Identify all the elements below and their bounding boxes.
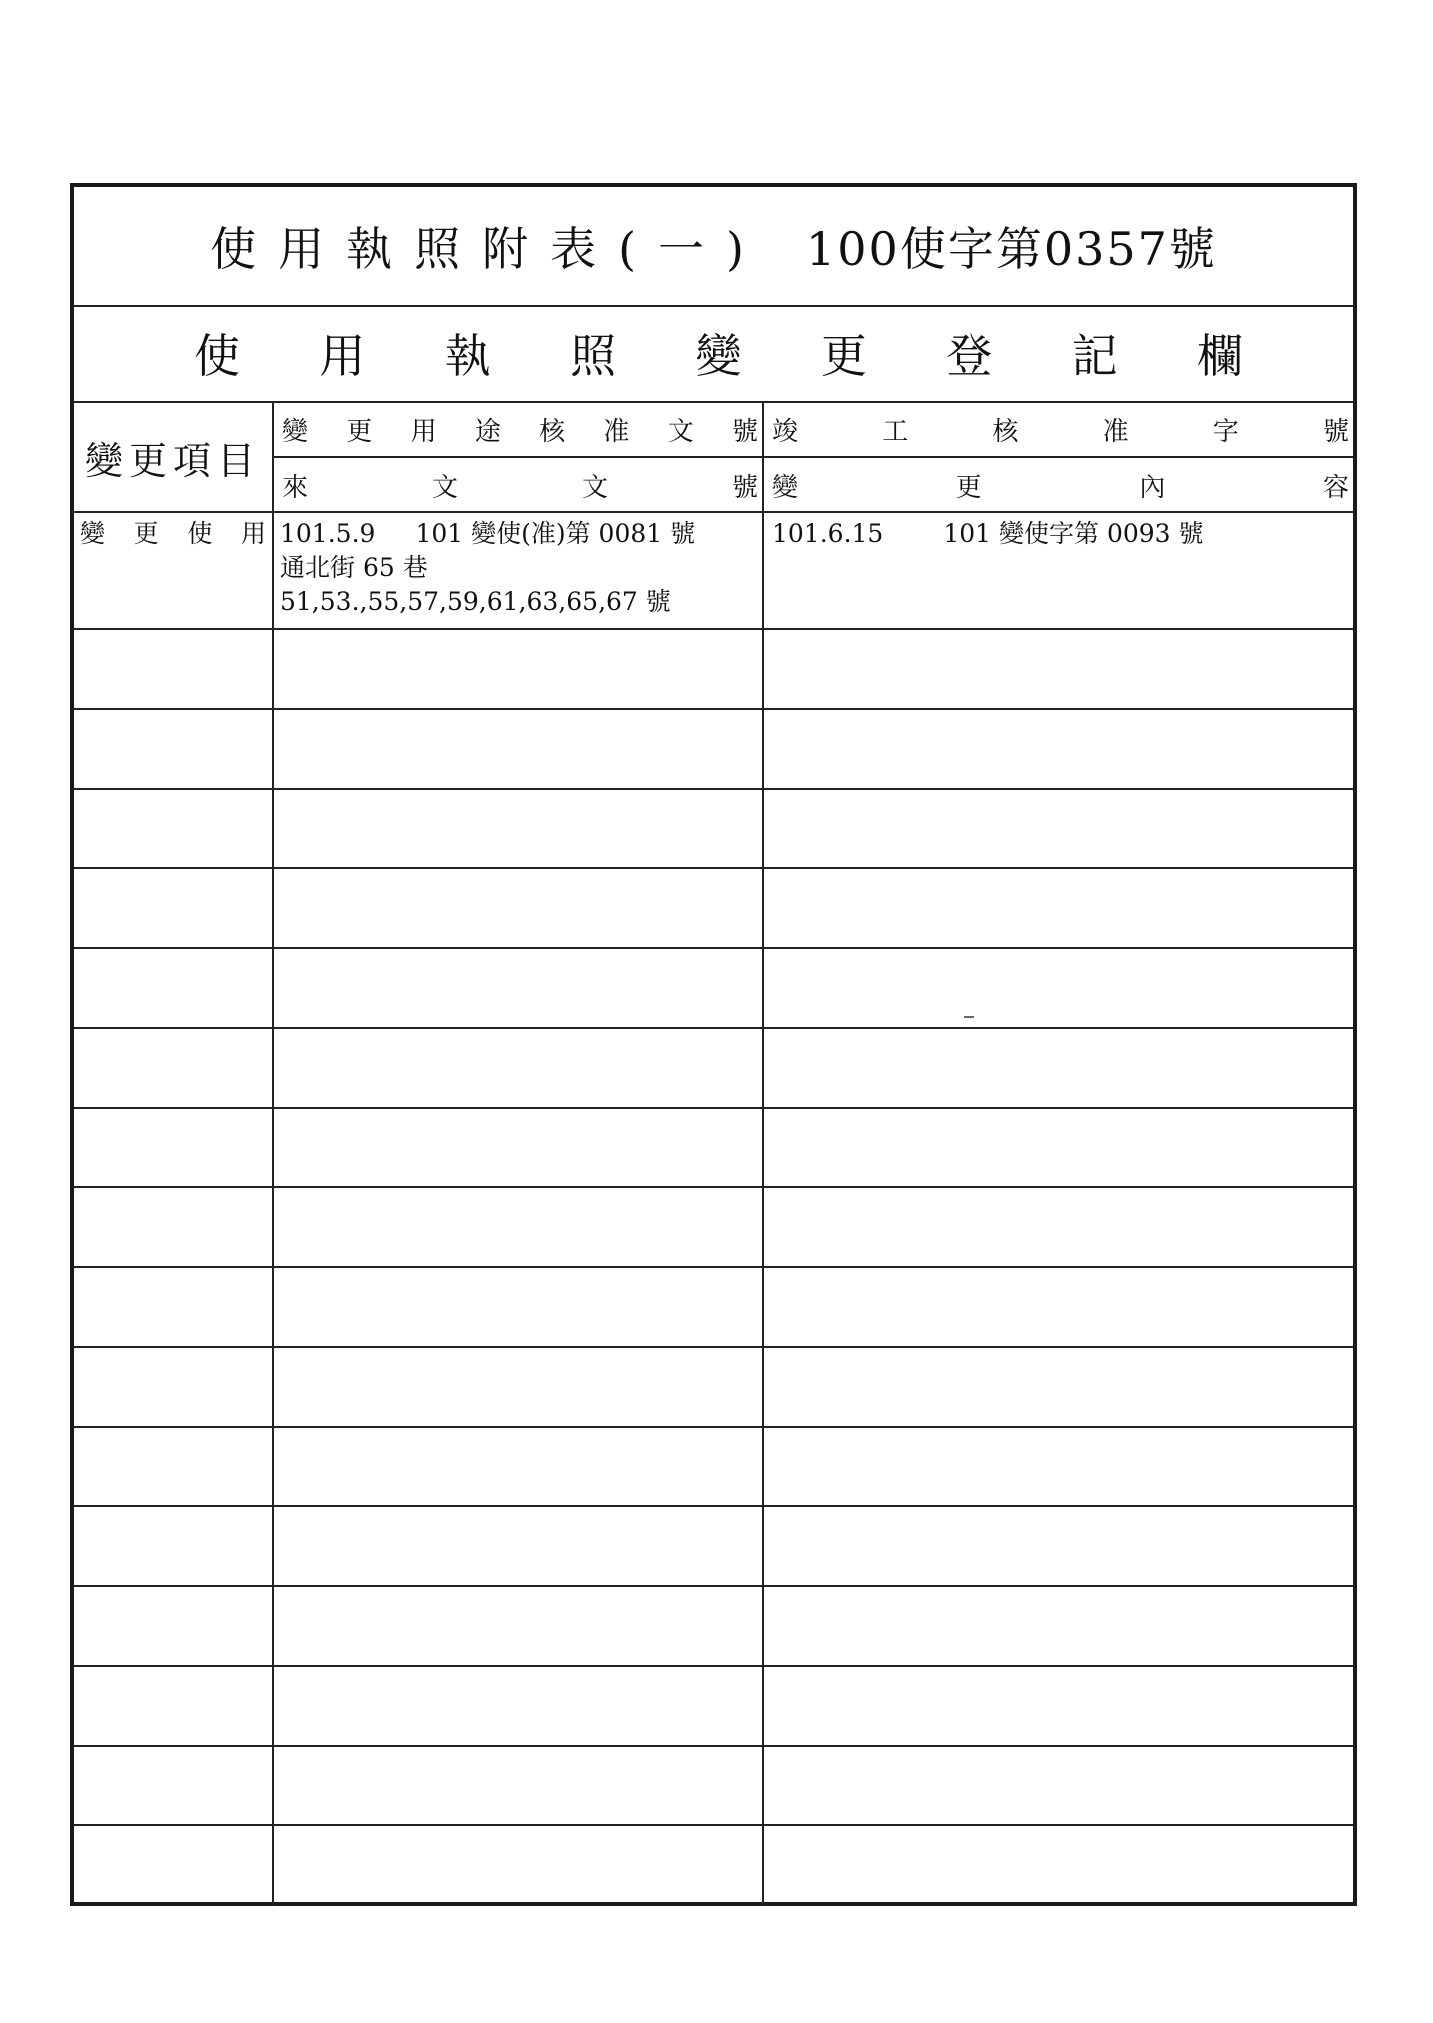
approval-doc-cell [274,1029,764,1107]
header-char: 工 [882,417,909,447]
item-char: 更 [133,519,159,548]
table-row [74,1029,1353,1109]
completion-approval-cell [764,1348,1353,1426]
form-title-main: 使用執照附表(一) [210,222,767,276]
change-item-cell [74,1826,274,1906]
approval-doc-header [274,403,764,513]
approval-doc-number: 101 變使(准)第 0081 號 [415,519,696,548]
change-item-cell [74,869,274,947]
header-char: 核 [539,417,566,447]
table-row [74,1188,1353,1268]
completion-approval-cell [764,1268,1353,1346]
completion-approval-cell [764,1029,1353,1107]
table-row [74,949,1353,1029]
change-item-cell [74,1029,274,1107]
change-use-approval-number-header [274,403,762,458]
completion-approval-cell [764,949,1353,1027]
change-item-cell [74,1109,274,1187]
header-char: 更 [955,473,982,503]
change-item-cell [74,513,274,628]
table-row [74,790,1353,870]
completion-approval-cell [764,1587,1353,1665]
table-row [74,710,1353,790]
approval-doc-cell [274,1826,764,1906]
license-number: 100使字第0357號 [806,222,1217,276]
approval-doc-cell [274,1507,764,1585]
completion-approval-cell [764,869,1353,947]
completion-approval-cell [764,1109,1353,1187]
approval-doc-cell [274,1428,764,1506]
approval-doc-cell [274,710,764,788]
address-street: 通北街 65 巷 [280,553,428,582]
header-char: 准 [603,417,630,447]
change-item-cell [74,1507,274,1585]
change-item-cell [74,1428,274,1506]
heading-char: 登 [946,329,993,383]
change-content-header [764,458,1353,513]
change-item-cell [74,1268,274,1346]
completion-approval-cell [764,1667,1353,1745]
completion-approval-header [764,403,1353,513]
change-item-cell [74,790,274,868]
approval-doc-cell [274,869,764,947]
header-char: 號 [1322,417,1349,447]
completion-approval-cell [764,1188,1353,1266]
header-char: 變 [282,417,309,447]
header-char: 號 [731,473,758,503]
scan-mark [964,1016,974,1018]
heading-char: 執 [444,329,491,383]
approval-date: 101.5.9 [280,519,376,548]
form-title [74,187,1353,307]
table-row [74,1109,1353,1189]
table-row [74,630,1353,710]
heading-char: 使 [194,329,240,383]
item-char: 使 [187,519,213,548]
header-char: 途 [474,417,501,447]
header-char: 核 [992,417,1019,447]
completion-approval-cell [764,1428,1353,1506]
approval-doc-cell [274,1747,764,1825]
approval-doc-cell [274,1109,764,1187]
header-char: 准 [1102,417,1129,447]
header-char: 號 [731,417,758,447]
approval-doc-cell [274,1667,764,1745]
change-item-cell [74,1188,274,1266]
approval-doc-cell [274,1348,764,1426]
header-char: 文 [667,417,694,447]
heading-char: 照 [570,329,617,383]
table-row [74,869,1353,949]
approval-doc-cell [274,1587,764,1665]
change-item-text [80,517,266,551]
completion-approval-cell [764,790,1353,868]
header-char: 字 [1212,417,1239,447]
header-char: 容 [1322,473,1349,503]
heading-char: 用 [319,329,366,383]
completion-approval-cell [764,1747,1353,1825]
header-char: 更 [346,417,373,447]
completion-doc-number: 101 變使字第 0093 號 [943,519,1204,548]
approval-doc-cell [274,790,764,868]
record-table [74,513,1353,1906]
license-form [70,183,1357,1906]
header-char: 來 [282,473,309,503]
completion-approval-cell [764,1507,1353,1585]
change-item-cell [74,1747,274,1825]
completion-approval-cell [764,513,1353,628]
header-char: 用 [410,417,437,447]
heading-char: 記 [1071,329,1118,383]
completion-approval-number-header [764,403,1353,458]
change-item-cell [74,1667,274,1745]
approval-doc-cell [274,949,764,1027]
incoming-doc-number-header [274,458,762,513]
table-row [74,1268,1353,1348]
table-row [74,1667,1353,1747]
approval-doc-cell [274,1188,764,1266]
table-row [74,513,1353,630]
approval-doc-cell [274,630,764,708]
section-heading [74,305,1353,403]
completion-approval-cell [764,630,1353,708]
item-char: 變 [80,519,106,548]
header-char: 內 [1139,473,1166,503]
change-item-cell [74,1587,274,1665]
change-item-header: 變更項目 [74,403,274,513]
heading-char: 欄 [1197,329,1243,383]
header-char: 文 [581,473,608,503]
table-row [74,1826,1353,1906]
change-item-cell [74,949,274,1027]
change-item-cell [74,630,274,708]
change-item-cell [74,1348,274,1426]
heading-char: 變 [695,329,742,383]
table-row [74,1507,1353,1587]
header-char: 竣 [772,417,799,447]
item-char: 用 [240,519,266,548]
completion-approval-cell [764,1826,1353,1906]
heading-char: 更 [820,329,867,383]
table-row [74,1428,1353,1508]
header-char: 變 [772,473,799,503]
approval-doc-cell [274,513,764,628]
header-char: 文 [431,473,458,503]
completion-date: 101.6.15 [772,519,884,548]
change-item-cell [74,710,274,788]
table-row [74,1348,1353,1428]
table-row [74,1587,1353,1667]
table-row [74,1747,1353,1827]
approval-doc-cell [274,1268,764,1346]
completion-approval-cell [764,710,1353,788]
address-numbers: 51,53.,55,57,59,61,63,65,67 號 [280,587,671,616]
